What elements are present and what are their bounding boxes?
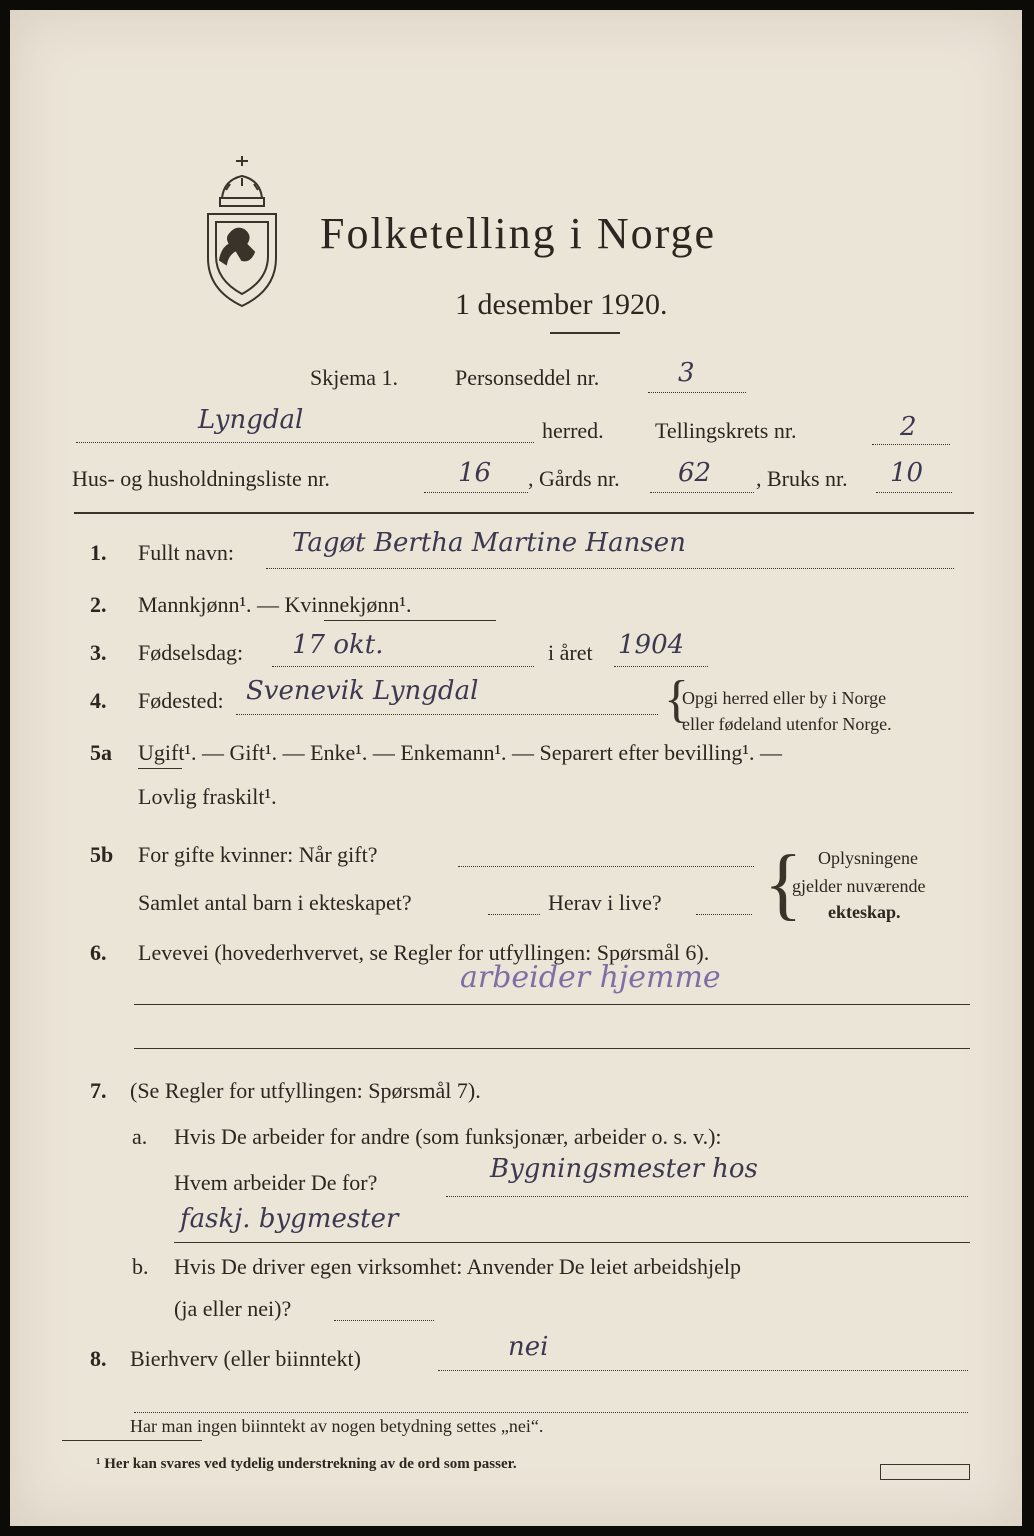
q7a-value-line1: Bygningsmester hos xyxy=(490,1154,758,1184)
personseddel-label: Personseddel nr. xyxy=(455,365,600,390)
bruks-value: 10 xyxy=(890,458,924,488)
title-divider xyxy=(550,332,620,334)
skjema-label: Skjema 1. xyxy=(310,365,398,390)
hus-label: Hus- og husholdningsliste nr. xyxy=(72,466,330,491)
tellingskrets-field-line xyxy=(872,444,950,445)
q5a-underline-ugift xyxy=(138,768,182,769)
census-form-sheet xyxy=(10,10,1022,1526)
q8-number: 8. xyxy=(90,1346,107,1371)
herred-label: herred. xyxy=(542,418,604,443)
q1-value: Tagøt Bertha Martine Hansen xyxy=(292,528,686,558)
printer-mark xyxy=(880,1464,970,1480)
coat-of-arms-icon xyxy=(196,150,288,312)
q1-label: Fullt navn: xyxy=(138,540,234,565)
q1-number: 1. xyxy=(90,540,107,565)
q2-underline-kvinnekjonn xyxy=(324,620,496,621)
q4-field-line xyxy=(236,714,658,715)
q3-field-line xyxy=(272,666,534,667)
q4-brace: { xyxy=(664,671,689,728)
q5b-alive-label: Herav i live? xyxy=(548,890,662,915)
hus-value: 16 xyxy=(458,458,492,488)
q4-value: Svenevik Lyngdal xyxy=(246,676,479,706)
personseddel-field-line xyxy=(648,392,746,393)
header-divider xyxy=(74,512,974,514)
q7b-letter: b. xyxy=(132,1254,149,1279)
footnote-rule xyxy=(62,1440,202,1441)
q5b-married-field-line xyxy=(458,866,754,867)
q3-number: 3. xyxy=(90,640,107,665)
q2-number: 2. xyxy=(90,592,107,617)
q5b-note-line2: gjelder nuværende xyxy=(792,876,926,896)
q7-label: (Se Regler for utfyllingen: Spørsmål 7). xyxy=(130,1078,481,1103)
q8-label: Bierhverv (eller biinntekt) xyxy=(130,1346,361,1371)
q5a-line1: Ugift¹. — Gift¹. — Enke¹. — Enkemann¹. — Separert efter bevilling¹. — xyxy=(138,740,782,765)
tellingskrets-value: 2 xyxy=(900,412,917,442)
q5b-note-line1: Oplysningene xyxy=(818,848,918,868)
form-title: Folketelling i Norge xyxy=(320,209,717,258)
q3-year-value: 1904 xyxy=(618,630,685,660)
q5b-alive-field-line xyxy=(696,914,752,915)
q6-value: arbeider hjemme xyxy=(460,960,721,995)
bruks-label: , Bruks nr. xyxy=(756,466,848,491)
q6-label: Levevei (hovederhvervet, se Regler for utfyllingen: Spørsmål 6). xyxy=(138,940,710,965)
q6-number: 6. xyxy=(90,940,107,965)
q3-year-label: i året xyxy=(548,640,593,665)
herred-field-line xyxy=(76,442,534,443)
q7a-field-line1 xyxy=(446,1196,968,1197)
q7b-line2: (ja eller nei)? xyxy=(174,1296,292,1321)
q7a-field-line2 xyxy=(174,1242,970,1243)
q4-note-line2: eller fødeland utenfor Norge. xyxy=(682,714,892,734)
q7a-line1: Hvis De arbeider for andre (som funksjonær, arbeider o. s. v.): xyxy=(174,1124,722,1149)
q2-label: Mannkjønn¹. — Kvinnekjønn¹. xyxy=(138,592,412,617)
q5b-line2: Samlet antal barn i ekteskapet? xyxy=(138,890,412,915)
q3-value: 17 okt. xyxy=(292,630,384,660)
herred-value: Lyngdal xyxy=(198,405,304,435)
q5a-number: 5a xyxy=(90,740,112,765)
q7a-line2: Hvem arbeider De for? xyxy=(174,1170,378,1195)
gards-field-line xyxy=(650,492,754,493)
q3-year-field-line xyxy=(614,666,708,667)
q7a-letter: a. xyxy=(132,1124,148,1149)
gards-value: 62 xyxy=(678,458,712,488)
q4-number: 4. xyxy=(90,688,107,713)
q7b-field-line xyxy=(334,1320,434,1321)
q5b-number: 5b xyxy=(90,842,114,867)
q8-note: Har man ingen biinntekt av nogen betydning settes „nei“. xyxy=(130,1416,544,1436)
q7-number: 7. xyxy=(90,1078,107,1103)
q1-field-line xyxy=(266,568,954,569)
q7b-line1: Hvis De driver egen virksomhet: Anvender De leiet arbeidshjelp xyxy=(174,1254,741,1279)
census-date: 1 desember 1920. xyxy=(455,288,668,321)
q5b-line1: For gifte kvinner: Når gift? xyxy=(138,842,378,867)
q4-label: Fødested: xyxy=(138,688,224,713)
q8-value: nei xyxy=(508,1332,549,1362)
hus-field-line xyxy=(424,492,528,493)
q5a-line2: Lovlig fraskilt¹. xyxy=(138,784,277,809)
q6-answer-line2 xyxy=(134,1048,970,1049)
bruks-field-line xyxy=(876,492,952,493)
q5b-brace: { xyxy=(764,840,803,928)
q5b-note-line3: ekteskap. xyxy=(828,902,901,922)
q4-note-line1: Opgi herred eller by i Norge xyxy=(682,688,887,708)
q8-extra-line xyxy=(134,1412,968,1413)
q8-field-line xyxy=(438,1370,968,1371)
q3-label: Fødselsdag: xyxy=(138,640,244,665)
footnote: ¹ Her kan svares ved tydelig understrekning av de ord som passer. xyxy=(96,1456,517,1472)
personseddel-value: 3 xyxy=(678,358,695,388)
tellingskrets-label: Tellingskrets nr. xyxy=(655,418,797,443)
q5b-children-field-line xyxy=(488,914,540,915)
q7a-value-line2: faskj. bygmester xyxy=(180,1204,399,1234)
q6-answer-line1 xyxy=(134,1004,970,1005)
gards-label: , Gårds nr. xyxy=(528,466,620,491)
